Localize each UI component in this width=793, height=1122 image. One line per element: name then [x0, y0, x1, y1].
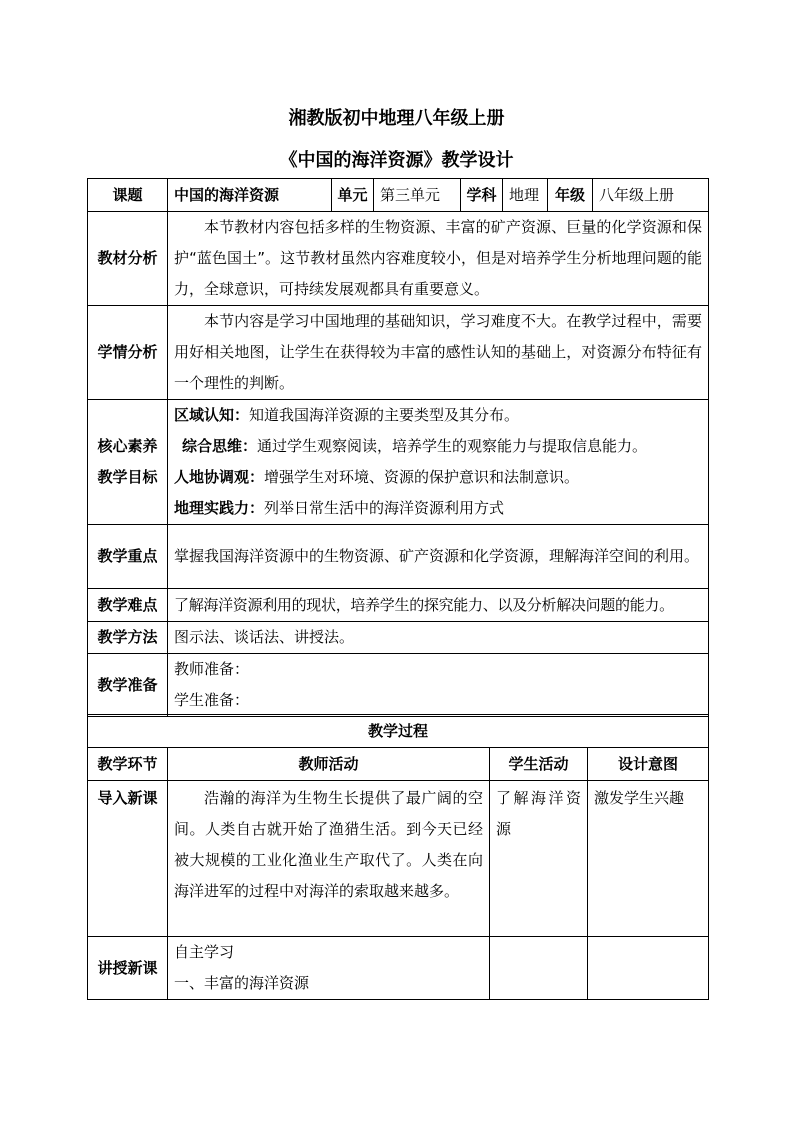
table-row-student-analysis	[88, 306, 709, 400]
table-row-header	[88, 179, 709, 212]
objective-item	[174, 493, 702, 524]
table-row-material-analysis	[88, 212, 709, 306]
student-activity-intro: 了解海洋资源	[490, 781, 588, 937]
process-heading: 教学过程	[88, 715, 709, 748]
methods-label: 教学方法	[88, 622, 168, 654]
objective-key: 人地协调观：	[174, 468, 265, 486]
material-analysis-label: 教材分析	[88, 212, 168, 306]
subject-value: 地理	[503, 179, 548, 212]
topic-value: 中国的海洋资源	[168, 179, 332, 212]
process-heading-row	[88, 715, 709, 748]
column-header-student: 学生活动	[490, 748, 588, 781]
objective-text: 增强学生对环境、资源的保护意识和法制意识。	[264, 468, 580, 486]
objective-key: 区域认知：	[174, 406, 250, 424]
table-row-objectives	[88, 400, 709, 525]
objectives-label-line2: 教学目标	[97, 468, 158, 486]
objective-item	[174, 431, 702, 462]
process-column-header-row	[88, 748, 709, 781]
key-points-label: 教学重点	[88, 525, 168, 589]
material-analysis-text: 本节教材内容包括多样的生物资源、丰富的矿产资源、巨量的化学资源和保护“蓝色国土”。这节教材虽然内容难度较小，但是对培养学生分析地理问题的能力，全球意识，可持续发展观都具有重要意义。	[168, 212, 709, 306]
grade-value: 八年级上册	[593, 179, 709, 212]
stage-intro: 导入新课	[88, 781, 168, 937]
student-analysis-text: 本节内容是学习中国地理的基础知识，学习难度不大。在教学过程中，需要用好相关地图，让学生在获得较为丰富的感性认知的基础上，对资源分布特征有一个理性的判断。	[168, 306, 709, 400]
grade-label: 年级	[548, 179, 593, 212]
student-activity-new-lesson	[490, 937, 588, 1000]
teacher-activity-intro: 浩瀚的海洋为生物生长提供了最广阔的空间。人类自古就开始了渔猎生活。到今天已经被大规模的工业化渔业生产取代了。人类在向海洋进军的过程中对海洋的索取越来越多。	[168, 781, 490, 937]
column-header-stage: 教学环节	[88, 748, 168, 781]
key-points-text: 掌握我国海洋资源中的生物资源、矿产资源和化学资源，理解海洋空间的利用。	[168, 525, 709, 589]
lesson-info-table	[87, 178, 709, 717]
column-header-intent: 设计意图	[588, 748, 709, 781]
objectives-label-line1: 核心素养	[97, 437, 158, 455]
objectives-list	[168, 400, 709, 525]
objective-text: 知道我国海洋资源的主要类型及其分布。	[249, 406, 520, 424]
objective-key: 综合思维：	[182, 437, 258, 455]
methods-text: 图示法、谈话法、讲授法。	[168, 622, 709, 654]
topic-label: 课题	[88, 179, 168, 212]
teaching-process-table	[87, 714, 709, 1000]
table-row-key-points	[88, 525, 709, 589]
table-row-preparation	[88, 654, 709, 717]
objective-text: 列举日常生活中的海洋资源利用方式	[264, 499, 505, 517]
subject-label: 学科	[461, 179, 503, 212]
document-subtitle: 《中国的海洋资源》教学设计	[279, 150, 514, 171]
preparation-label: 教学准备	[88, 654, 168, 717]
unit-label: 单元	[332, 179, 374, 212]
design-intent-new-lesson	[588, 937, 709, 1000]
column-header-teacher: 教师活动	[168, 748, 490, 781]
student-analysis-label: 学情分析	[88, 306, 168, 400]
table-row-difficulties	[88, 589, 709, 622]
difficulties-label: 教学难点	[88, 589, 168, 622]
self-study-label: 自主学习	[174, 943, 235, 961]
section-heading: 一、丰富的海洋资源	[174, 974, 310, 992]
objective-key: 地理实践力：	[174, 499, 265, 517]
objectives-label	[88, 400, 168, 525]
table-row-new-lesson	[88, 937, 709, 1000]
preparation-content	[168, 654, 709, 717]
difficulties-text: 了解海洋资源利用的现状，培养学生的探究能力、以及分析解决问题的能力。	[168, 589, 709, 622]
stage-new-lesson: 讲授新课	[88, 937, 168, 1000]
table-row-methods	[88, 622, 709, 654]
document-title: 湘教版初中地理八年级上册	[288, 108, 505, 129]
design-intent-intro: 激发学生兴趣	[588, 781, 709, 937]
unit-value: 第三单元	[374, 179, 461, 212]
objective-item	[174, 400, 702, 431]
objective-item	[174, 462, 702, 493]
teacher-preparation: 教师准备：	[174, 660, 250, 678]
objective-text: 通过学生观察阅读，培养学生的观察能力与提取信息能力。	[257, 437, 648, 455]
teacher-activity-new-lesson	[168, 937, 490, 1000]
table-row-intro	[88, 781, 709, 937]
student-preparation: 学生准备：	[174, 691, 250, 709]
